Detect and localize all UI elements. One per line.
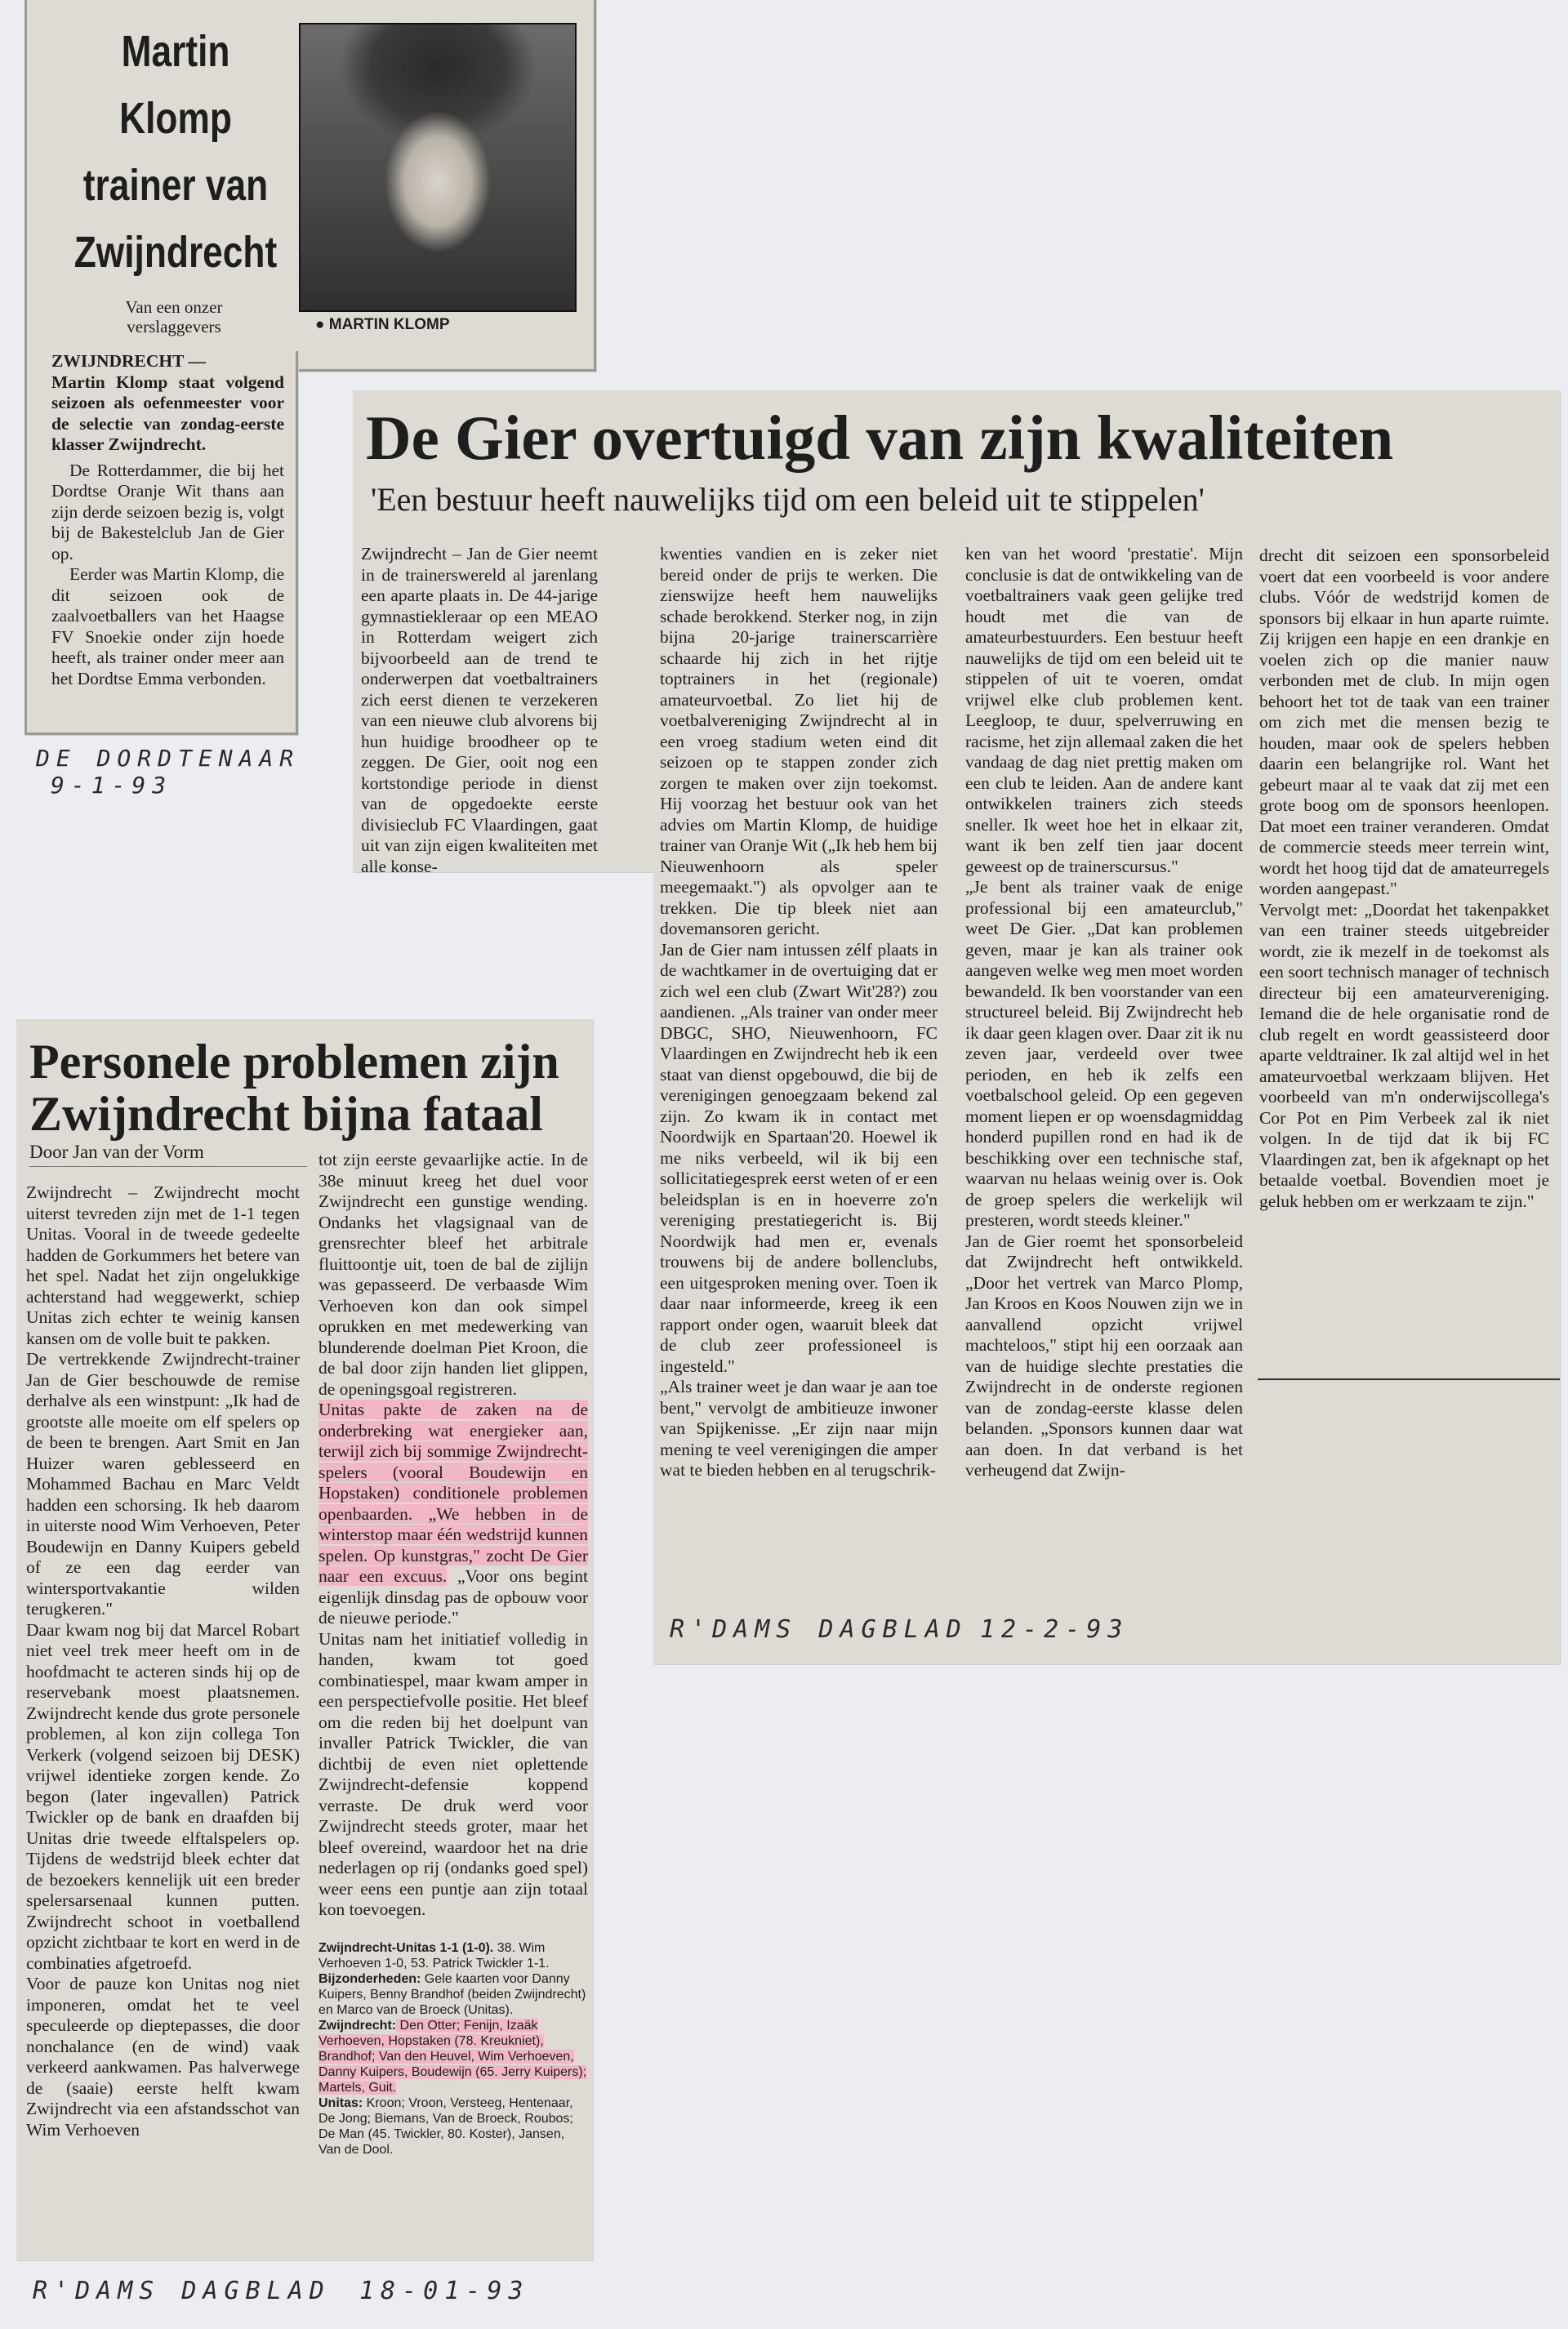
clipping-martin-klomp: [24, 0, 596, 372]
column-1: Zwijndrecht – Zwijndrecht mocht uiterst tevreden zijn met de 1-1 tegen Unitas. Vooral in de tweede gedeelte hadden de Gorkummers het betere van het spel. Nadat het zijn ongelukkige achterstand had weggewerkt, schiep Unitas zich echter te weinig kansen kansen om de volle buit te pakken. De vertrekkende Zwijndrecht-trainer Jan de Gier beschouwde de remise derhalve als een winstpunt: „Ik had de grootste alle moeite om elf spelers op de been te brengen. Aart Smit en Jan Huizer waren geblesseerd en Mohammed Bachau en Marc Veldt hadden een schorsing. Ik heb daarom in uiterste nood Wim Verhoeven, Peter Boudewijn en Danny Kuipers gebeld of ze een dag eerder van wintersportvakantie wilden terugkeren." Daar kwam nog bij dat Marcel Robart niet veel trek meer heeft om in de hoofdmacht te acteren sinds hij op de reservebank moest plaatsnemen. Zwijndrecht kende dus grote personele problemen, al kon zijn collega Ton Verkerk (volgend seizoen bij DESK) vrijwel identieke zorgen kende. Zo begon (later ingevallen) Patrick Twickler op de bank en draafden bij Unitas drie tweede elftalspelers op. Tijdens de wedstrijd bleek echter dat de bezoekers kennelijk uit een breder spelersarsenaal kunnen putten. Zwijndrecht schoot in voetballend opzicht zichtbaar te kort en werd in de combinaties afgetroefd. Voor de pauze kon Unitas nog niet imponeren, omdat het te veel speculeerde op dieptepasses, die door nonchalance (en de wind) vaak verkeerd aankwamen. Pas halverwege de (saaie) eerste helft kwam Zwijndrecht via een afstandsschot van Wim Verhoeven: [26, 1182, 300, 2140]
dateline: ZWIJNDRECHT —: [51, 351, 206, 371]
paragraph: Eerder was Martin Klomp, die dit seizoen ook de zaalvoetballers van het Haagse FV Snoekie onder zijn hoede heeft, als trainer onder meer aan het Dordtse Emma verbonden.: [51, 564, 284, 688]
handwritten-source: DE DORDTENAAR: [36, 745, 301, 772]
clipping-de-gier-col4: [1251, 547, 1560, 1380]
clipping-personele-problemen: [16, 1019, 593, 2260]
handwritten-source: R'DAMS DAGBLAD: [33, 2277, 331, 2305]
headline: Personele problemen zijn Zwijndrecht bijna fataal: [29, 1035, 559, 1141]
handwritten-date: 9-1-93: [51, 772, 173, 799]
highlighted-text: Unitas pakte de zaken na de onderbreking wat energieker aan, terwijl zich bij sommige Zwijndrecht-spelers (vooral Boudewijn en Hopstaken) conditionele problemen openbaarden. „We hebben in de winterstop maar één wedstrijd kunnen spelen. Op kunstgras," zocht De Gier naar een excuus.: [318, 1400, 588, 1586]
divider: [1258, 1378, 1560, 1380]
column-4: drecht dit seizoen een sponsorbeleid voert dat een voorbeeld is voor andere clubs. Vóór de wedstrijd komen de sponsors bij elkaar in hun aparte ruimte. Zij krijgen een hapje en een drankje en voelen zich op die manier nauw verbonden met de club. In mijn ogen behoort het tot de taak van een trainer om zich met die mensen bezig te houden, maar ook de spelers hebben daarin een belangrijke rol. Want het gebeurt maar al te vaak dat zij met een grote boog om de sponsors heenlopen. Dat moet een trainer veranderen. Omdat de commercie steeds meer terrein wint, wordt het hoog tijd dat de amateurregels worden aangepast." Vervolgt met: „Doordat het takenpakket van een trainer steeds uitgebreider wordt, zie ik mezelf in de toekomst als een soort technisch manager of technisch directeur bij een amateurvereniging. Iemand die de hele organisatie rond de club regelt en wordt geassisteerd door aparte veldtrainer. Ik zal altijd wel in het amateurvoetbal werkzaam blijven. Het voorbeeld van m'n onderwijscollega's Cor Pot en Pim Verbeek zal ik niet volgen. In de tijd dat ik bij FC Vlaardingen zat, ben ik afgeknapt op het betaalde voetbal. Bovendien moet je geluk hebben om er werkzaam te zijn.": [1259, 546, 1549, 1211]
clipping-martin-klomp-body: [24, 351, 298, 735]
subheadline: 'Een bestuur heeft nauwelijks tijd om een beleid uit te stippelen': [371, 481, 1205, 518]
headline: De Gier overtuigd van zijn kwaliteiten: [366, 403, 1394, 473]
column-2: kwenties vandien en is zeker niet bereid onder de prijs te werken. Die zienswijze heeft hem nauwelijks schade berokkend. Sterker nog, in zijn bijna 20-jarige trainerscarrière schaarde hij zich in het rijtje toptrainers in het (regionale) amateurvoetbal. Zo liet hij de voetbalvereniging Zwijndrecht al in een vroeg stadium weten eind dit seizoen op te stappen zonder zich zorgen te maken over zijn toekomst. Hij voorzag het bestuur ook van het advies om Martin Klomp, de huidige trainer van Oranje Wit („Ik heb hem bij Nieuwenhoorn als speler meegemaakt.") als opvolger aan te trekken. Die tip bleek niet aan dovemansoren gericht. Jan de Gier nam intussen zélf plaats in de wachtkamer in de overtuiging dat er zich wel een club (Zwart Wit'28?) zou aandienen. „Als trainer van onder meer DBGC, SHO, Nieuwenhoorn, FC Vlaardingen en Zwijndrecht heb ik een staat van dienst opgebouwd, die bij de verenigingen genoegzaam bekend zal zijn. Zo kwam ik in contact met Noordwijk en Spartaan'20. Hoewel ik me niks verbeeld, wil ik bij een sollicitatiegesprek eerst weten of er een beleidsplan is en in hoeverre zo'n vereniging prestatiegericht is. Bij Noordwijk had men er, evenals trouwens bij de andere bollenclubs, een uitgesproken mening over. Toen ik daar naar informeerde, kreeg ik een rapport onder ogen, waaruit bleek dat de club zeer professioneel is ingesteld." „Als trainer weet je dan waar je aan toe bent," vervolgt de ambitieuze inwoner van Spijkenisse. „Er zijn naar mijn mening te veel verenigingen die amper wat te bieden hebben en al terugschrik-: [660, 544, 938, 1480]
lead-paragraph: Martin Klomp staat volgend seizoen als oefenmeester voor de selectie van zondag-eerste klasser Zwijndrecht.: [51, 372, 284, 454]
box-score: Zwijndrecht-Unitas 1-1 (1-0). 38. Wim Verhoeven 1-0, 53. Patrick Twickler 1-1. Bijzonderheden: Gele kaarten voor Danny Kuipers, Benny Brandhof (beiden Zwijndrecht) en Marco van de Broeck (Unitas). Zwijndrecht: Den Otter; Fenijn, Izaäk Verhoeven, Hopstaken (78. Kreukniet), Brandhof; Van den Heuvel, Wim Verhoeven, Danny Kuipers, Boudewijn (65. Jerry Kuipers); Martels, Guit. Unitas: Kroon; Vroon, Versteeg, Hentenaar, De Jong; Biemans, Van de Broeck, Roubos; De Man (45. Twickler, 80. Koster), Jansen, Van de Dool.: [318, 1940, 587, 2157]
byline: Door Jan van der Vorm: [29, 1142, 204, 1162]
byline: Van een onzer verslaggevers: [125, 297, 223, 336]
portrait-photo: [299, 23, 577, 312]
column-2: [318, 1150, 588, 2158]
text: „Voor ons begint eigenlijk dinsdag pas de opbouw voor de nieuwe periode." Unitas nam het initiatief volledig in handen, kwam tot goed combinatiespel, maar kwam amper in een perspectiefvolle positie. Het bleef om die reden bij het doelpunt van invaller Patrick Twickler, die van dichtbij de even niet oplettende Zwijndrecht-defensie koppend verraste. De druk werd voor Zwijndrecht steeds groter, maar het bleef overeind, waardoor het na drie nederlagen op rij (ondanks goed spel) weer eens een puntje aan zijn totaal kon toevoegen.: [318, 1566, 588, 1919]
photo-caption: ● MARTIN KLOMP: [315, 316, 450, 333]
headline: Martin Klomp trainer van Zwijndrecht: [74, 27, 278, 277]
handwritten-date: 12-2-93: [980, 1615, 1129, 1644]
paragraph: De Rotterdammer, die bij het Dordtse Oranje Wit thans aan zijn derde seizoen bezig is, volgt bij de Bakestelclub Jan de Gier op.: [51, 460, 284, 563]
column-1: Zwijndrecht – Jan de Gier neemt in de trainerswereld al jarenlang een aparte plaats in. De 44-jarige gymnastiekleraar op een MEAO in Rotterdam weigert zich bijvoorbeeld aan de trend te onderwerpen dat voetbaltrainers zich eerst dienen te verzekeren van een nieuwe club alvorens bij hun huidige broodheer op te zeggen. De Gier, ooit nog een kortstondige periode in dienst van de opgedoekte eerste divisieclub FC Vlaardingen, gaat uit van zijn eigen kwaliteiten met alle konse-: [361, 544, 598, 876]
text: tot zijn eerste gevaarlijke actie. In de 38e minuut kreeg het duel voor Zwijndrecht een gunstige wending. Ondanks het vlagsignaal van de grensrechter bleef het arbitrale fluittoontje uit, toen de bal de zijlijn was gepasseerd. De verbaasde Wim Verhoeven kon dan ook simpel oprukken en met medewerking van blunderende doelman Piet Kroon, die de bal door zijn handen liet glippen, de openingsgoal registreren.: [318, 1150, 588, 1399]
handwritten-date: 18-01-93: [359, 2277, 530, 2305]
handwritten-source: R'DAMS DAGBLAD: [670, 1615, 968, 1644]
column-3: ken van het woord 'prestatie'. Mijn conclusie is dat de ontwikkeling van de voetbaltrainers vaak geen gelijke tred houdt met die van de amateurbestuurders. Een bestuur heeft nauwelijks de tijd om een beleid uit te stippelen of uit te voeren, omdat vrijwel elke club problemen kent. Leegloop, te duur, spelverruwing en racisme, het zijn allemaal zaken die het vandaag de dag niet prettig maken om een club te leiden. Aan de andere kant ontwikkelen trainers zich steeds sneller. Ik weet hoe het in elkaar zit, want ik ben zelf tien jaar docent geweest op de trainerscursus." „Je bent als trainer vaak de enige professional bij een amateurclub," weet De Gier. „Dat kan problemen geven, maar je kan als trainer ook aangeven welke weg men moet worden bewandeld. Ik ben voorstander van een structureel beleid. Bij Zwijndrecht heb ik daar geen klagen over. Daar zit ik nu zeven jaar, verdeeld over twee perioden, en heb ik zelfs een voetbalschool geleid. Op een gegeven moment liepen er op woensdagmiddag honderd pupillen rond en had ik de beschikking over een technische staf, waarvan nu helaas weinig over is. Ook de groep spelers die werkelijk wil presteren, wordt steeds kleiner." Jan de Gier roemt het sponsorbeleid dat Zwijndrecht heft ontwikkeld. „Door het vertrek van Marco Plomp, Jan Kroos en Koos Nouwen zijn we in aanvallend opzicht vrijwel machteloos," stipt hij een oorzaak aan van de huidige slechte prestaties die Zwijndrecht in de onderste regionen van de zondag-eerste klasse delen belanden. „Sponsors kunnen daar wat aan doen. In dat verband is het verheugend dat Zwijn-: [965, 544, 1243, 1480]
